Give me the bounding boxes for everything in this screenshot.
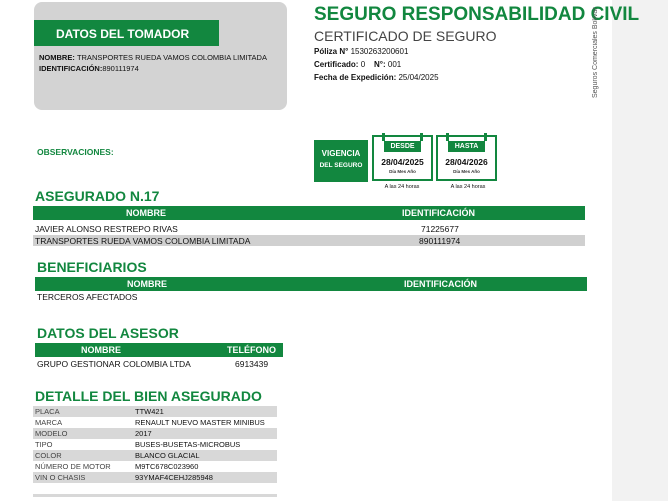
poliza-number: Póliza N° 1530263200601 [314,47,409,56]
desde-hours: A las 24 horas [384,184,420,190]
vigencia-box: VIGENCIA DEL SEGURO [314,140,368,182]
table-row: JAVIER ALONSO RESTREPO RIVAS 71225677 [35,224,459,234]
desde-calendar-icon: DESDE 28/04/2025 Día Mes Año [372,135,433,181]
bien-row-motor: NÚMERO DE MOTOR M9TC678C023960 [35,462,199,471]
bien-row-modelo: MODELO 2017 [33,428,277,439]
bien-row-placa: PLACA TTW421 [33,406,277,417]
fecha-expedicion: Fecha de Expedición: 25/04/2025 [314,73,439,82]
table-row: TRANSPORTES RUEDA VAMOS COLOMBIA LIMITADA 890111974 [33,235,585,246]
table-row: TERCEROS AFECTADOS [37,292,138,302]
beneficiarios-header: NOMBRE IDENTIFICACIÓN [35,277,587,291]
table-row: GRUPO GESTIONAR COLOMBIA LTDA 6913439 [37,359,269,369]
tomador-identificacion: IDENTIFICACIÓN:890111974 [39,64,139,73]
beneficiarios-title: BENEFICIARIOS [37,259,147,275]
certificado-number: Certificado: 0 N°: 001 [314,60,402,69]
hasta-calendar-icon: HASTA 28/04/2026 Día Mes Año [436,135,497,181]
hasta-date: 28/04/2026 [445,157,488,167]
tomador-nombre: NOMBRE: TRANSPORTES RUEDA VAMOS COLOMBIA LIMITADA [39,53,267,62]
tomador-box [34,2,287,110]
document-subtitle: CERTIFICADO DE SEGURO [314,28,497,44]
document-title: SEGURO RESPONSABILIDAD CIVIL [314,4,640,25]
asegurado-header: NOMBRE IDENTIFICACIÓN [33,206,585,220]
bien-row-color: COLOR BLANCO GLACIAL [33,450,277,461]
bien-row-tipo: TIPO BUSES-BUSETAS-MICROBUS [35,440,241,449]
desde-date: 28/04/2025 [381,157,424,167]
vertical-company-text: Seguros Comerciales Bolívar [592,7,599,98]
bien-row-marca: MARCA RENAULT NUEVO MASTER MINIBUS [35,418,265,427]
asegurado-title: ASEGURADO N.17 [35,188,160,204]
tomador-title: DATOS DEL TOMADOR [34,20,219,46]
asesor-title: DATOS DEL ASESOR [37,325,179,341]
bottom-divider [33,494,277,497]
asesor-header: NOMBRE TELÉFONO [35,343,283,357]
observaciones-label: OBSERVACIONES: [37,147,114,157]
bien-row-chasis: VIN O CHASIS 93YMAF4CEHJ285948 [33,472,277,483]
hasta-hours: A las 24 horas [450,184,486,190]
bien-title: DETALLE DEL BIEN ASEGURADO [35,388,262,404]
